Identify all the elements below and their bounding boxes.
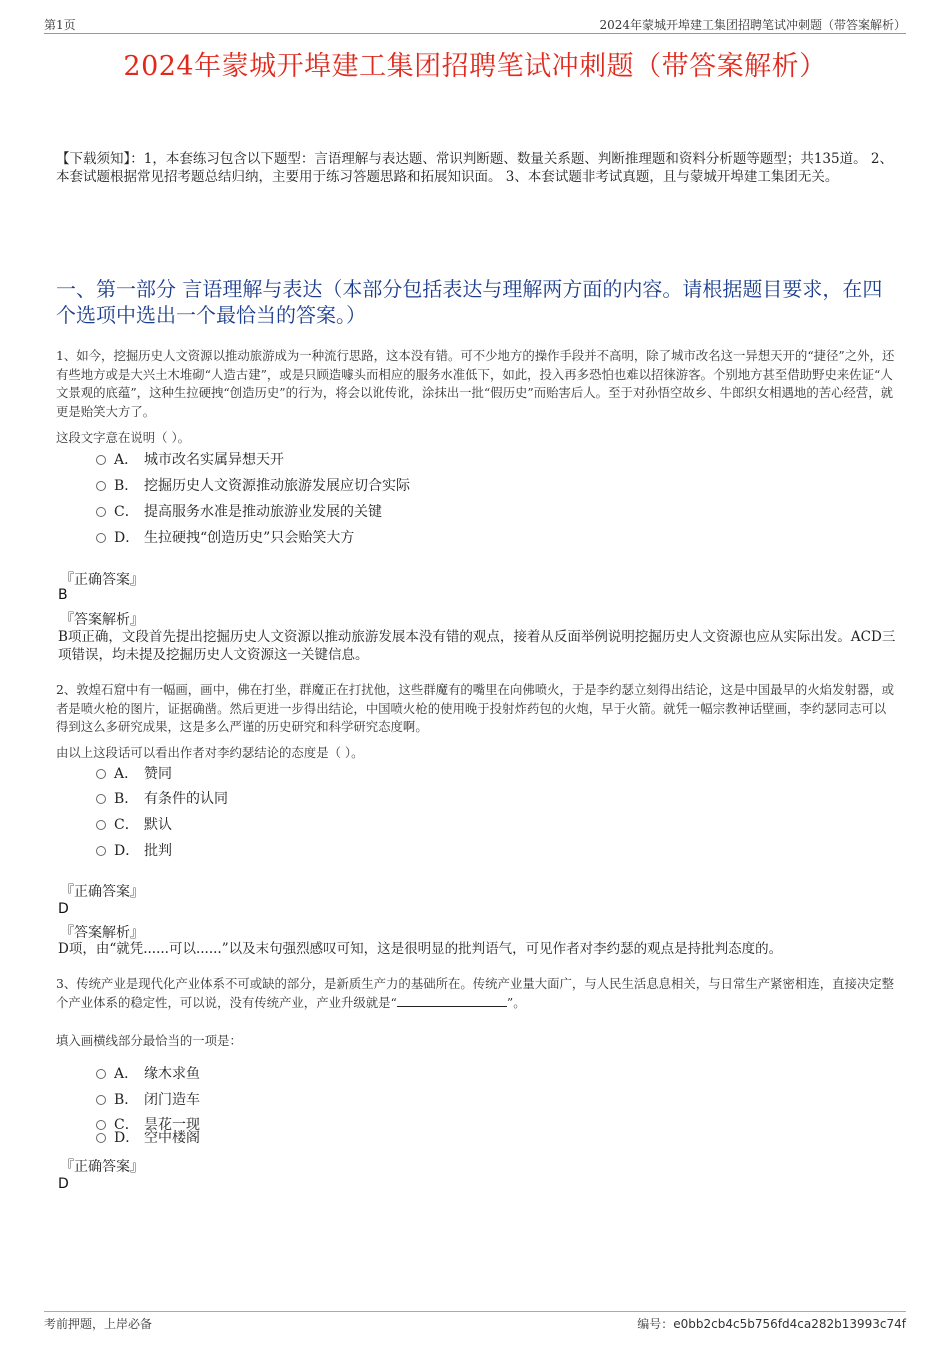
header-divider [44,33,906,34]
radio-icon[interactable] [96,1069,106,1079]
section-title: 一、第一部分 言语理解与表达（本部分包括表达与理解两方面的内容。请根据题目要求，在四个选项中选出一个最恰当的答案。） [56,277,883,327]
option-text: 生拉硬拽“创造历史”只会贻笑大方 [144,530,355,546]
radio-icon[interactable] [96,533,106,543]
option-text: 有条件的认同 [144,791,228,807]
question-3-option-a[interactable] [96,1064,200,1084]
question-3-text-after: ”。 [506,994,526,1010]
radio-icon[interactable] [96,794,106,804]
option-text: 空中楼阁 [144,1130,200,1146]
option-letter: C． [114,817,139,833]
question-3-option-d[interactable] [96,1128,200,1148]
option-letter: D． [114,1130,140,1146]
option-text: 默认 [144,817,172,833]
question-2-option-a[interactable] [96,764,172,784]
question-3-answer-label: 『正确答案』 [60,1159,144,1175]
option-text: 昙花一现 [144,1117,200,1133]
question-1-answer-label: 『正确答案』 [60,572,144,588]
option-letter: A． [114,766,139,782]
question-1-stem: 这段文字意在说明（ ）。 [56,430,191,445]
question-3-answer: D [58,1176,69,1192]
option-text: 赞同 [144,766,172,782]
option-letter: C． [114,504,139,520]
option-letter: B． [114,791,139,807]
radio-icon[interactable] [96,1095,106,1105]
question-1-text: 1、如今，挖掘历史人文资源以推动旅游成为一种流行思路，这本没有错。可不少地方的操作手段并不高明，除了城市改名这一异想天开的“捷径”之外，还有些地方或是大兴土木堆砌“人造古建”，或是只顾造噱头而相应的服务水准低下，如此，投入再多恐怕也难以招徕游客。个别地方甚至借助野史来佐证“人文景观的底蕴”，这种生拉硬拽“创造历史”的行为，将会以讹传讹，涂抹出一批“假历史”而贻害后人。至于对孙悟空故乡、牛郎织女相遇地的苦心经营，就更是贻笑大方了。 [56,348,895,419]
question-2-explanation: D项，由“就凭......可以......”以及末句强烈感叹可知，这是很明显的批判语气，可见作者对李约瑟的观点是持批判态度的。 [58,941,783,957]
question-3-stem: 填入画横线部分最恰当的一项是： [56,1033,242,1048]
footer-code-value: e0bb2cb4c5b756fd4ca282b13993c74f [673,1317,906,1331]
option-text: 批判 [144,843,172,859]
radio-icon[interactable] [96,507,106,517]
question-2-text: 2、敦煌石窟中有一幅画，画中，佛在打坐，群魔正在打扰他，这些群魔有的嘴里在向佛喷火，于是李约瑟立刻得出结论，这是中国最早的火焰发射器，或者是喷火枪的图片，证据确凿。然后更进一步得出结论，中国喷火枪的使用晚于投射炸药包的火炮，早于火箭。就凭一幅宗教神话壁画，李约瑟同志可以得到这么多研究成果，这是多么严谨的历史研究和科学研究态度啊。 [56,682,895,734]
question-2-option-d[interactable] [96,841,172,861]
download-notice: 【下载须知】：1，本套练习包含以下题型：言语理解与表达题、常识判断题、数量关系题、判断推理题和资料分析题等题型；共135道。 2、本套试题根据常见招考题总结归纳，主要用于练习答题思路和拓展知识面。 3、本套试题非考试真题，且与蒙城开埠建工集团无关。 [56,151,893,185]
option-letter: B． [114,478,139,494]
radio-icon[interactable] [96,455,106,465]
radio-icon[interactable] [96,1133,106,1143]
question-1-option-a[interactable] [96,450,284,470]
question-2-answer: D [58,901,69,917]
question-1-explanation-label: 『答案解析』 [60,612,144,628]
fill-blank [397,995,507,1007]
radio-icon[interactable] [96,769,106,779]
option-letter: C． [114,1117,139,1133]
question-1-option-c[interactable] [96,502,382,522]
question-2-answer-label: 『正确答案』 [60,884,144,900]
header-doc-title: 2024年蒙城开埠建工集团招聘笔试冲刺题（带答案解析） [599,18,906,32]
question-2-option-b[interactable] [96,789,228,809]
option-letter: D． [114,843,140,859]
page-number: 第1页 [44,18,76,32]
footer-slogan: 考前押题，上岸必备 [44,1317,153,1331]
radio-icon[interactable] [96,820,106,830]
option-text: 城市改名实属异想天开 [144,452,284,468]
option-letter: B． [114,1092,139,1108]
page-title: 2024年蒙城开埠建工集团招聘笔试冲刺题（带答案解析） [123,51,827,82]
option-text: 闭门造车 [144,1092,200,1108]
option-letter: A． [114,452,139,468]
radio-icon[interactable] [96,846,106,856]
question-1-option-b[interactable] [96,476,410,496]
question-2-explanation-label: 『答案解析』 [60,925,144,941]
option-text: 挖掘历史人文资源推动旅游发展应切合实际 [144,478,410,494]
footer-code-label: 编号： [637,1317,674,1331]
question-3-text-before: 3、传统产业是现代化产业体系不可或缺的部分，是新质生产力的基础所在。传统产业量大面广，与人民生活息息相关，与日常生产紧密相连，直接决定整个产业体系的稳定性，可以说，没有传统产业，产业升级就是“ [56,976,895,1010]
question-1-option-d[interactable] [96,528,354,548]
option-letter: A． [114,1066,139,1082]
question-1-explanation: B项正确，文段首先提出挖掘历史人文资源以推动旅游发展本没有错的观点，接着从反面举例说明挖掘历史人文资源也应从实际出发。ACD三项错误，均未提及挖掘历史人文资源这一关键信息。 [58,629,896,663]
question-3-option-b[interactable] [96,1090,200,1110]
question-1-answer: B [58,587,68,603]
option-text: 缘木求鱼 [144,1066,200,1082]
option-text: 提高服务水准是推动旅游业发展的关键 [144,504,382,520]
question-2-stem: 由以上这段话可以看出作者对李约瑟结论的态度是（ ）。 [56,745,364,760]
footer-code [637,1315,906,1332]
question-2-option-c[interactable] [96,815,172,835]
question-3-text [56,975,896,1012]
option-letter: D． [114,530,140,546]
footer-divider [44,1311,906,1312]
radio-icon[interactable] [96,481,106,491]
